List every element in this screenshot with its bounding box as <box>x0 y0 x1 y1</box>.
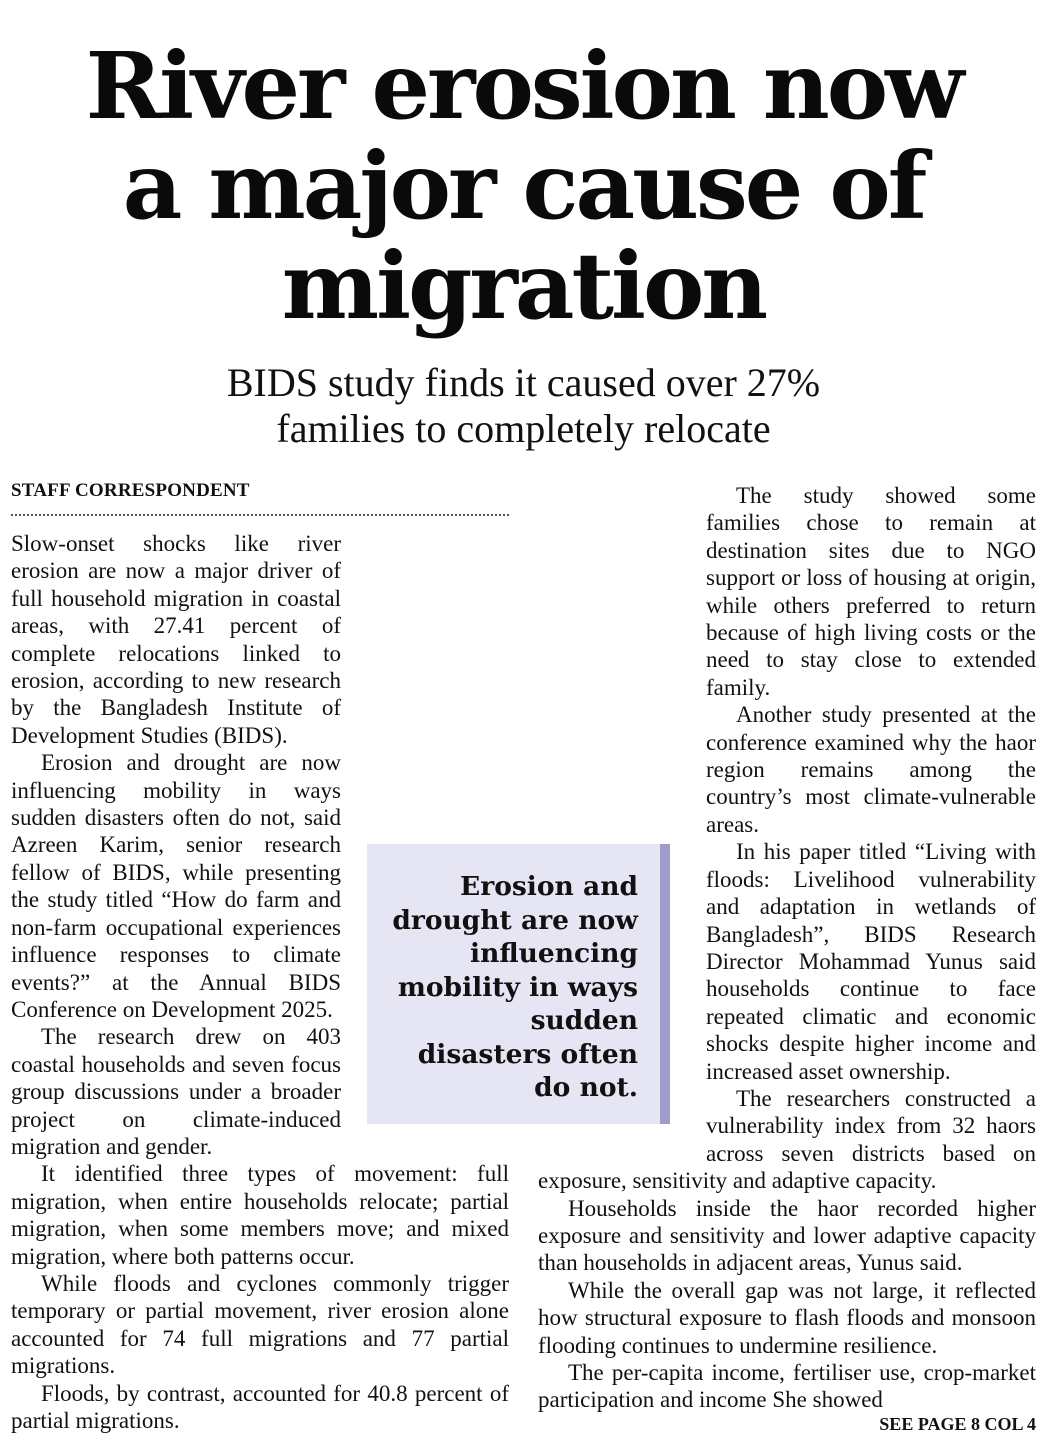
paragraph: Another study presented at the conference examined why the haor region remains among the country’s most climate-vulnerable areas. <box>706 702 1036 837</box>
paragraph: Floods, by contrast, accounted for 40.8 percent of partial migrations. <box>11 1380 509 1433</box>
subheadline-line-1: BIDS study finds it caused over 27% <box>226 360 821 405</box>
continuation-note: SEE PAGE 8 COL 4 <box>879 1414 1036 1434</box>
pull-quote: Erosion and drought are now influencing mobility in ways sudden disasters often do not. <box>367 844 670 1124</box>
paragraph: The study showed some families chose to remain at destination sites due to NGO support or loss of housing at origin, while others preferred to return because of high living costs or the need to stay close to extended family. <box>706 483 1036 700</box>
headline-line-2: a major cause of <box>122 132 925 240</box>
paragraph: Slow-onset shocks like river erosion are now a major driver of full household migration in coastal areas, with 27.41 percent of complete relocations linked to erosion, according to new research by the Bangladesh Institute of Development Studies (BIDS). <box>11 531 341 748</box>
paragraph: The researchers constructed a vulnerability index from 32 haors across seven districts based on exposure, sensitivity and adaptive capacity. <box>538 1085 1036 1194</box>
subheadline-line-2: families to completely relocate <box>276 406 771 451</box>
paragraph: While floods and cyclones commonly trigger temporary or partial movement, river erosion alone accounted for 74 full migrations and 77 partial migrations. <box>11 1270 509 1379</box>
paragraph: In his paper titled “Living with floods: Livelihood vulnerability and adaptation in wetlands of Bangladesh”, BIDS Research Director Mohammad Yunus said households continue to face repeated climatic and economic shocks despite higher income and increased asset ownership. <box>706 839 1036 1084</box>
headline-line-1: River erosion now <box>85 32 962 140</box>
subheadline <box>0 360 1047 452</box>
paragraph: Households inside the haor recorded higher exposure and sensitivity and lower adaptive capacity than households in adjacent areas, Yunus said. <box>538 1195 1036 1276</box>
paragraph: While the overall gap was not large, it reflected how structural exposure to flash floods and monsoon flooding continues to undermine resilience. <box>538 1277 1036 1358</box>
paragraph: The research drew on 403 coastal households and seven focus group discussions under a broader project on climate-induced migration and gender. <box>11 1024 341 1159</box>
byline: STAFF CORRESPONDENT <box>11 480 509 516</box>
headline <box>0 32 1047 340</box>
headline-line-3: migration <box>281 232 766 340</box>
paragraph: Erosion and drought are now influencing mobility in ways sudden disasters often do not, said Azreen Karim, senior research fellow of BIDS, while presenting the study titled “How do farm and non-farm occupational experiences influence responses to climate events?” at the Annual BIDS Conference on Development 2025. <box>11 750 341 1022</box>
paragraph: It identified three types of movement: full migration, when entire households relocate; partial migration, when some members move; and mixed migration, where both patterns occur. <box>11 1161 509 1269</box>
paragraph: The per-capita income, fertiliser use, crop-market participation and income She showed <box>538 1360 1036 1413</box>
